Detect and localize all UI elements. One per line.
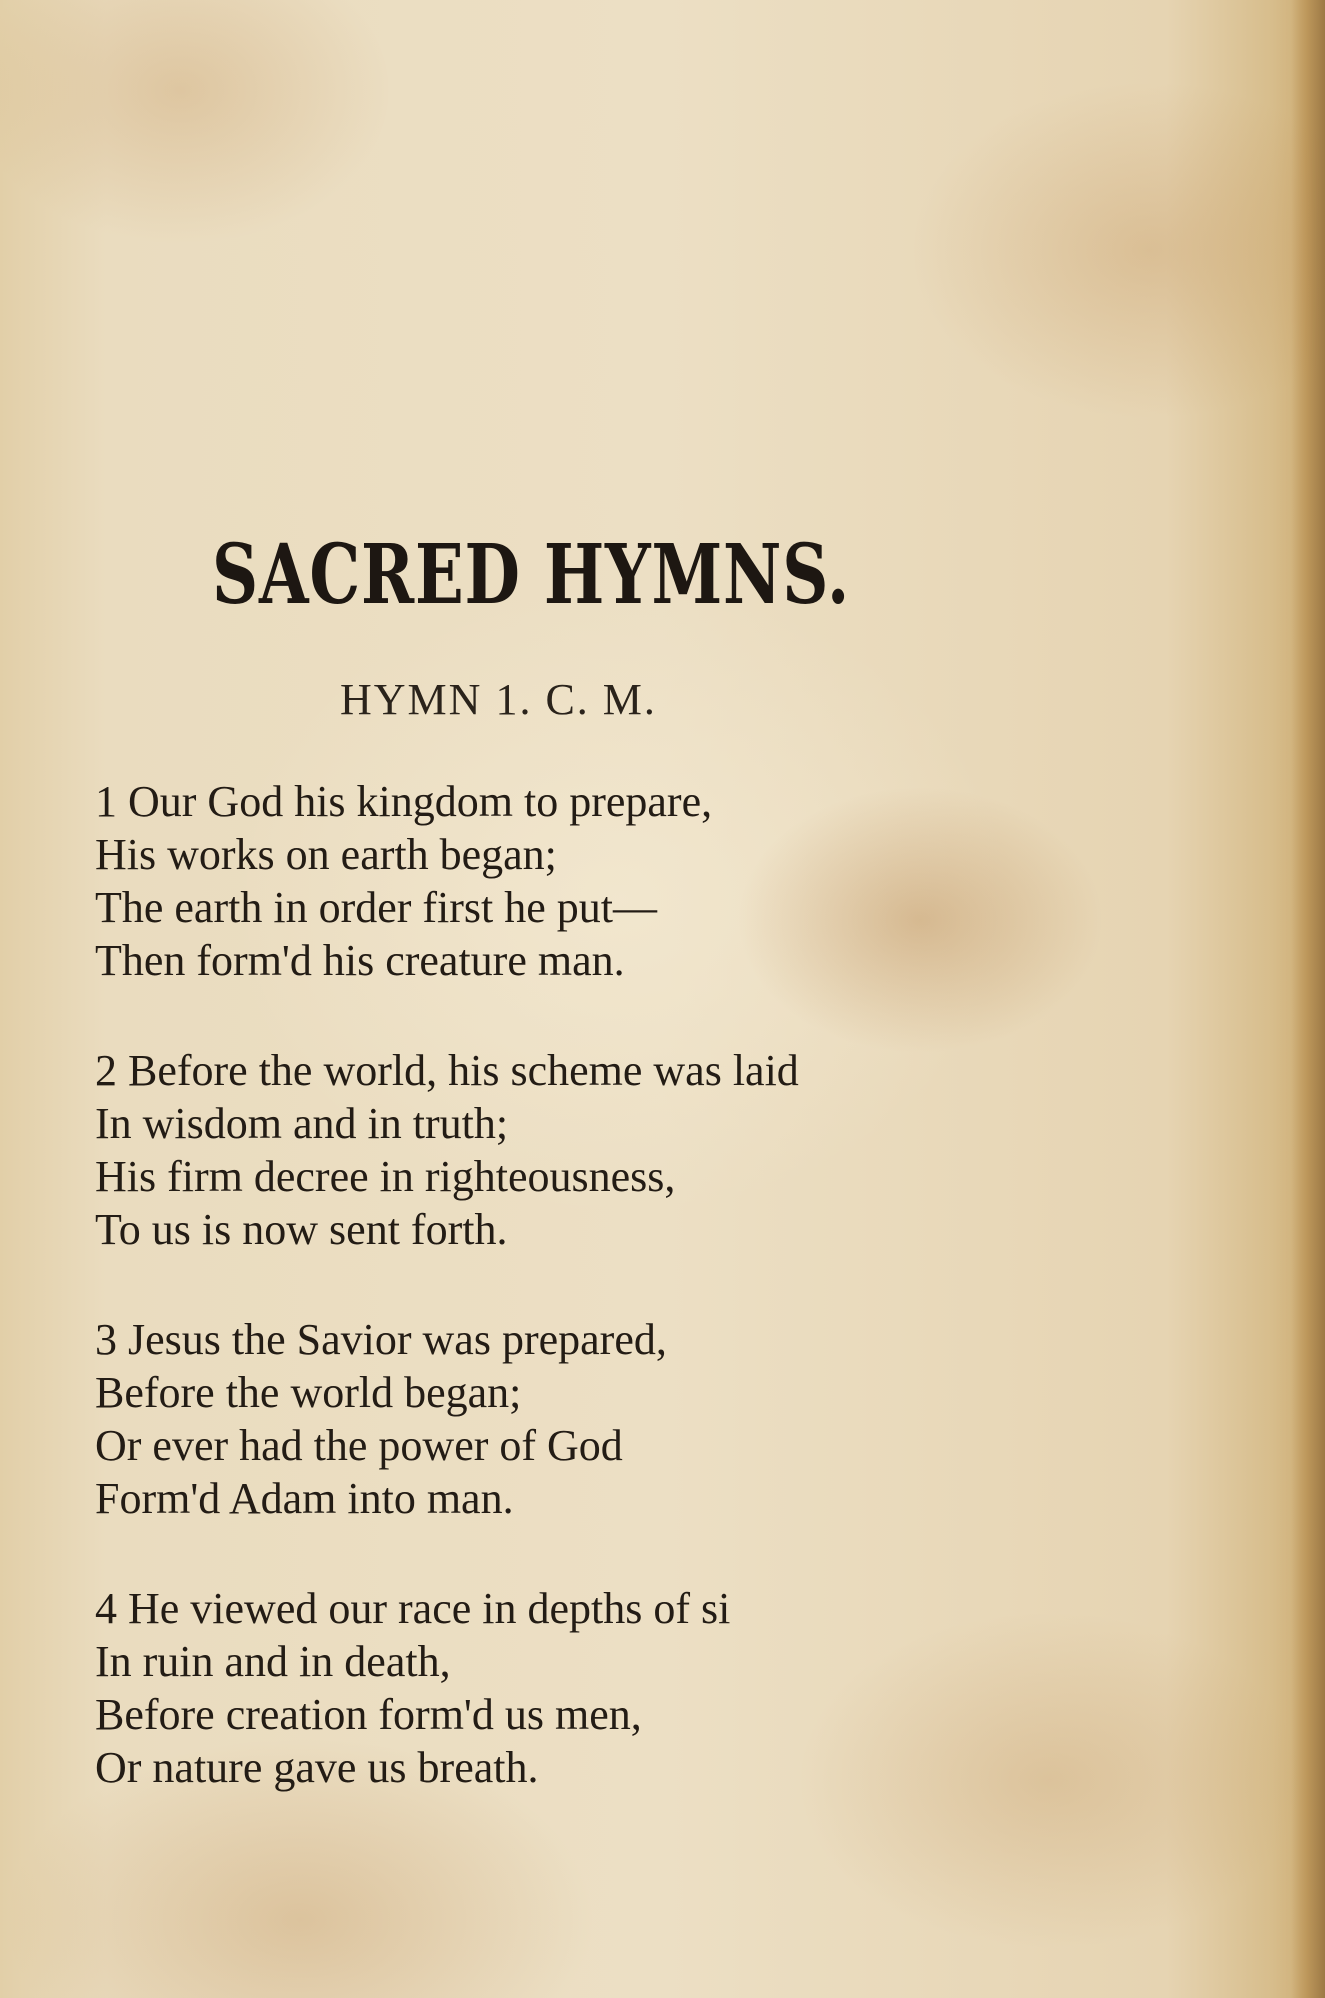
verse-line: To us is now sent forth. — [95, 1205, 508, 1254]
verse-line: Before creation form'd us men, — [95, 1690, 642, 1739]
verse-4 — [95, 1582, 1095, 1794]
page-title: SACRED HYMNS. — [212, 527, 851, 623]
verse-line: 2 Before the world, his scheme was laid — [95, 1046, 799, 1095]
verse-line: Then form'd his creature man. — [95, 936, 625, 985]
verse-line: Before the world began; — [95, 1368, 522, 1417]
verse-line: Or nature gave us breath. — [95, 1743, 539, 1792]
verse-line: In wisdom and in truth; — [95, 1099, 509, 1148]
page-spine-edge — [1291, 0, 1325, 1998]
hymn-heading: HYMN 1. C. M. — [340, 675, 657, 724]
verse-line: Or ever had the power of God — [95, 1421, 623, 1470]
verse-2 — [95, 1044, 1095, 1256]
verse-line: Form'd Adam into man. — [95, 1474, 514, 1523]
verse-line: 4 He viewed our race in depths of si — [95, 1584, 731, 1633]
text-block — [95, 520, 1095, 1851]
verse-line: In ruin and in death, — [95, 1637, 451, 1686]
verse-line: 3 Jesus the Savior was prepared, — [95, 1315, 667, 1364]
verse-line: The earth in order first he put— — [95, 883, 658, 932]
verse-line: 1 Our God his kingdom to prepare, — [95, 777, 713, 826]
verse-list — [95, 775, 1095, 1794]
verse-line: His firm decree in righteousness, — [95, 1152, 676, 1201]
verse-3 — [95, 1313, 1095, 1525]
verse-1 — [95, 775, 1095, 987]
verse-line: His works on earth began; — [95, 830, 557, 879]
